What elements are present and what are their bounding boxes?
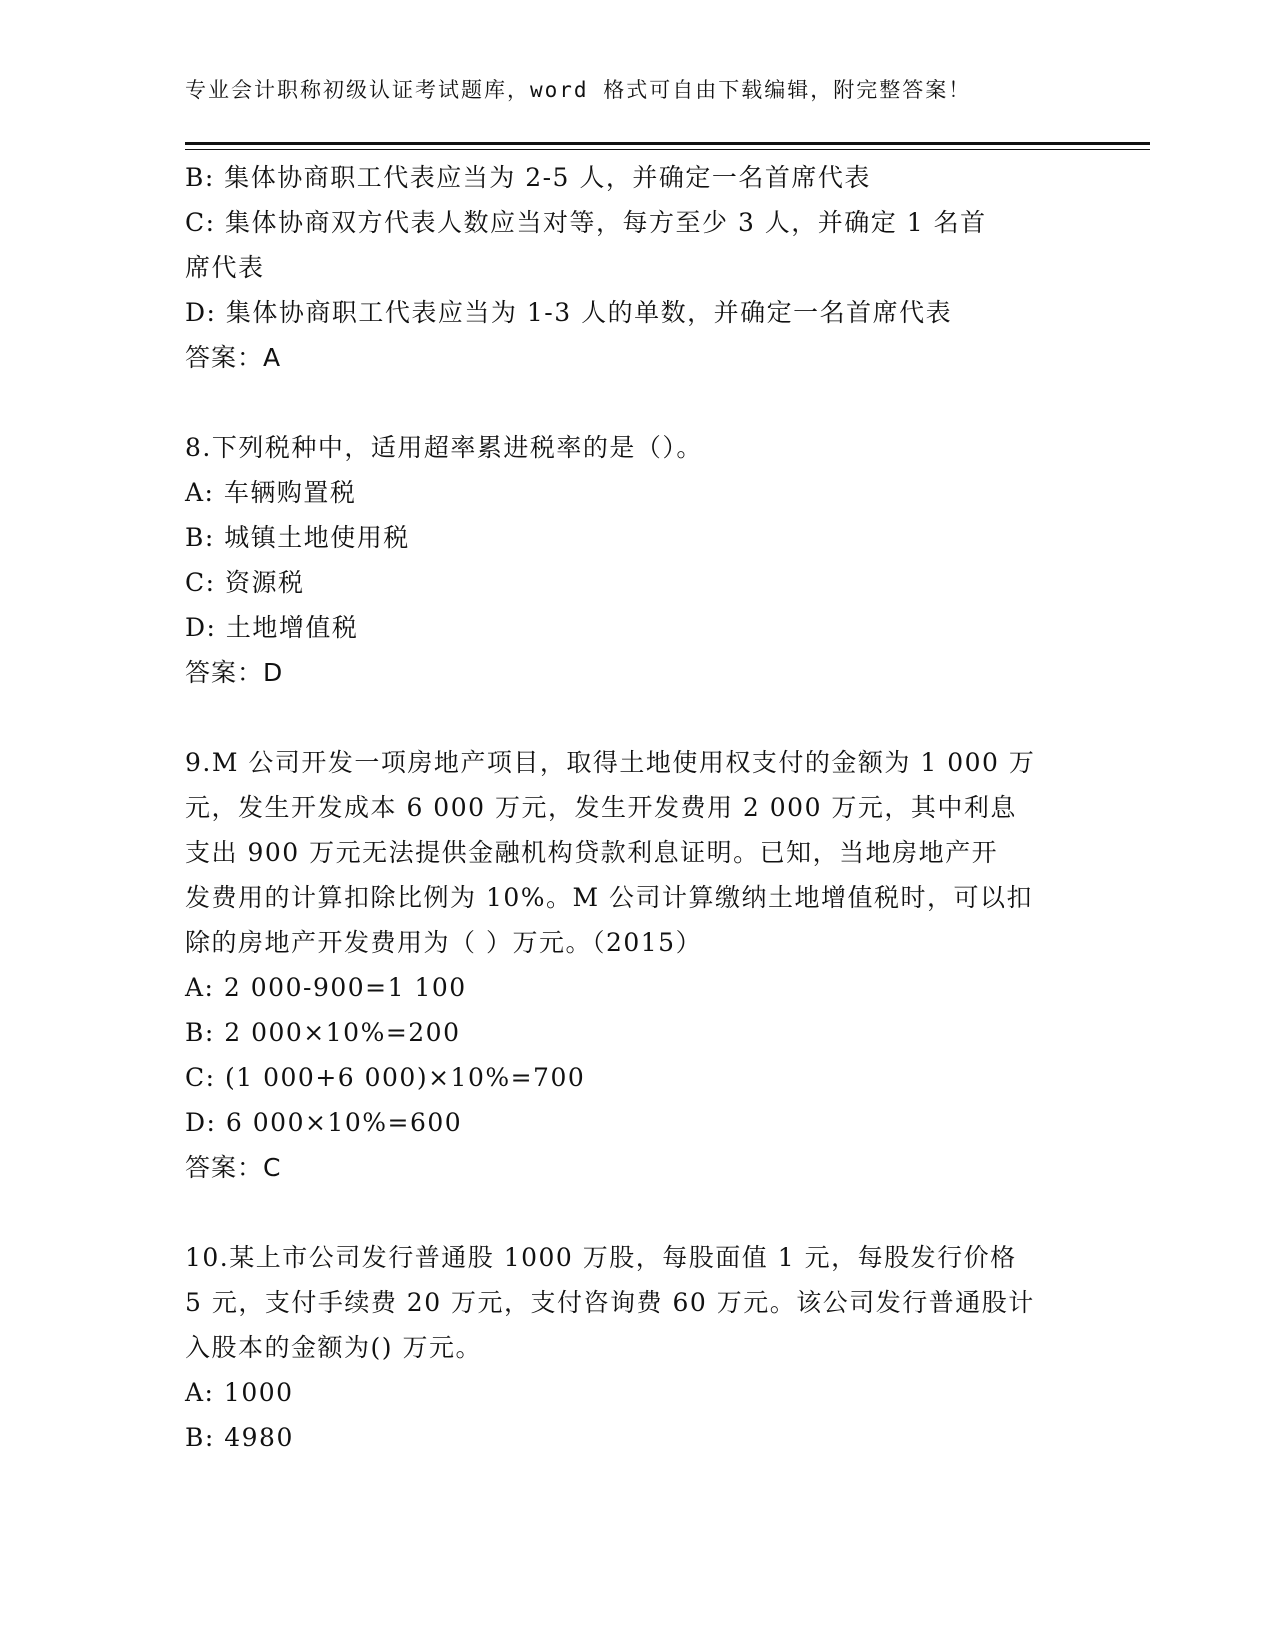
- q8-option-a: A: 车辆购置税: [185, 478, 357, 507]
- q8-option-d: D: 土地增值税: [185, 613, 359, 642]
- spacer: [185, 695, 1085, 740]
- question-content: [185, 155, 1085, 1460]
- q9-question-line1: 9.M 公司开发一项房地产项目，取得土地使用权支付的金额为 1 000 万: [185, 748, 1036, 777]
- q9-answer: 答案：C: [185, 1153, 282, 1182]
- q9-question-line2: 元，发生开发成本 6 000 万元，发生开发费用 2 000 万元，其中利息: [185, 793, 1017, 822]
- q8-option-b: B: 城镇土地使用税: [185, 523, 410, 552]
- q7-option-c-line1: C: 集体协商双方代表人数应当对等，每方至少 3 人，并确定 1 名首: [185, 208, 987, 237]
- q9-option-d: D: 6 000×10%=600: [185, 1108, 463, 1137]
- q7-option-b: B: 集体协商职工代表应当为 2-5 人，并确定一名首席代表: [185, 163, 871, 192]
- q7-answer: 答案：A: [185, 343, 282, 372]
- q9-option-c: C: (1 000+6 000)×10%=700: [185, 1063, 586, 1092]
- q8-question: 8.下列税种中，适用超率累进税率的是（）。: [185, 433, 703, 462]
- q7-option-c-line2: 席代表: [185, 253, 265, 282]
- q9-question-line5: 除的房地产开发费用为（ ）万元。（2015）: [185, 928, 703, 957]
- q10-question-line3: 入股本的金额为() 万元。: [185, 1333, 482, 1362]
- spacer: [185, 1190, 1085, 1235]
- q9-question-line3: 支出 900 万元无法提供金融机构贷款利息证明。已知，当地房地产开: [185, 838, 999, 867]
- q10-question-line2: 5 元，支付手续费 20 万元，支付咨询费 60 万元。该公司发行普通股计: [185, 1288, 1035, 1317]
- q9-option-b: B: 2 000×10%=200: [185, 1018, 461, 1047]
- q10-question-line1: 10.某上市公司发行普通股 1000 万股，每股面值 1 元，每股发行价格: [185, 1243, 1017, 1272]
- page-header: 专业会计职称初级认证考试题库，word 格式可自由下载编辑，附完整答案！: [185, 78, 972, 102]
- q9-option-a: A: 2 000-900=1 100: [185, 973, 467, 1002]
- q9-question-line4: 发费用的计算扣除比例为 10%。M 公司计算缴纳土地增值税时，可以扣: [185, 883, 1034, 912]
- header-rule-thick: [185, 142, 1150, 145]
- spacer: [185, 380, 1085, 425]
- q8-answer: 答案：D: [185, 658, 284, 687]
- q10-option-b: B: 4980: [185, 1423, 294, 1452]
- q7-option-d: D: 集体协商职工代表应当为 1-3 人的单数，并确定一名首席代表: [185, 298, 953, 327]
- header-rule-thin: [185, 149, 1150, 150]
- q10-option-a: A: 1000: [185, 1378, 294, 1407]
- q8-option-c: C: 资源税: [185, 568, 305, 597]
